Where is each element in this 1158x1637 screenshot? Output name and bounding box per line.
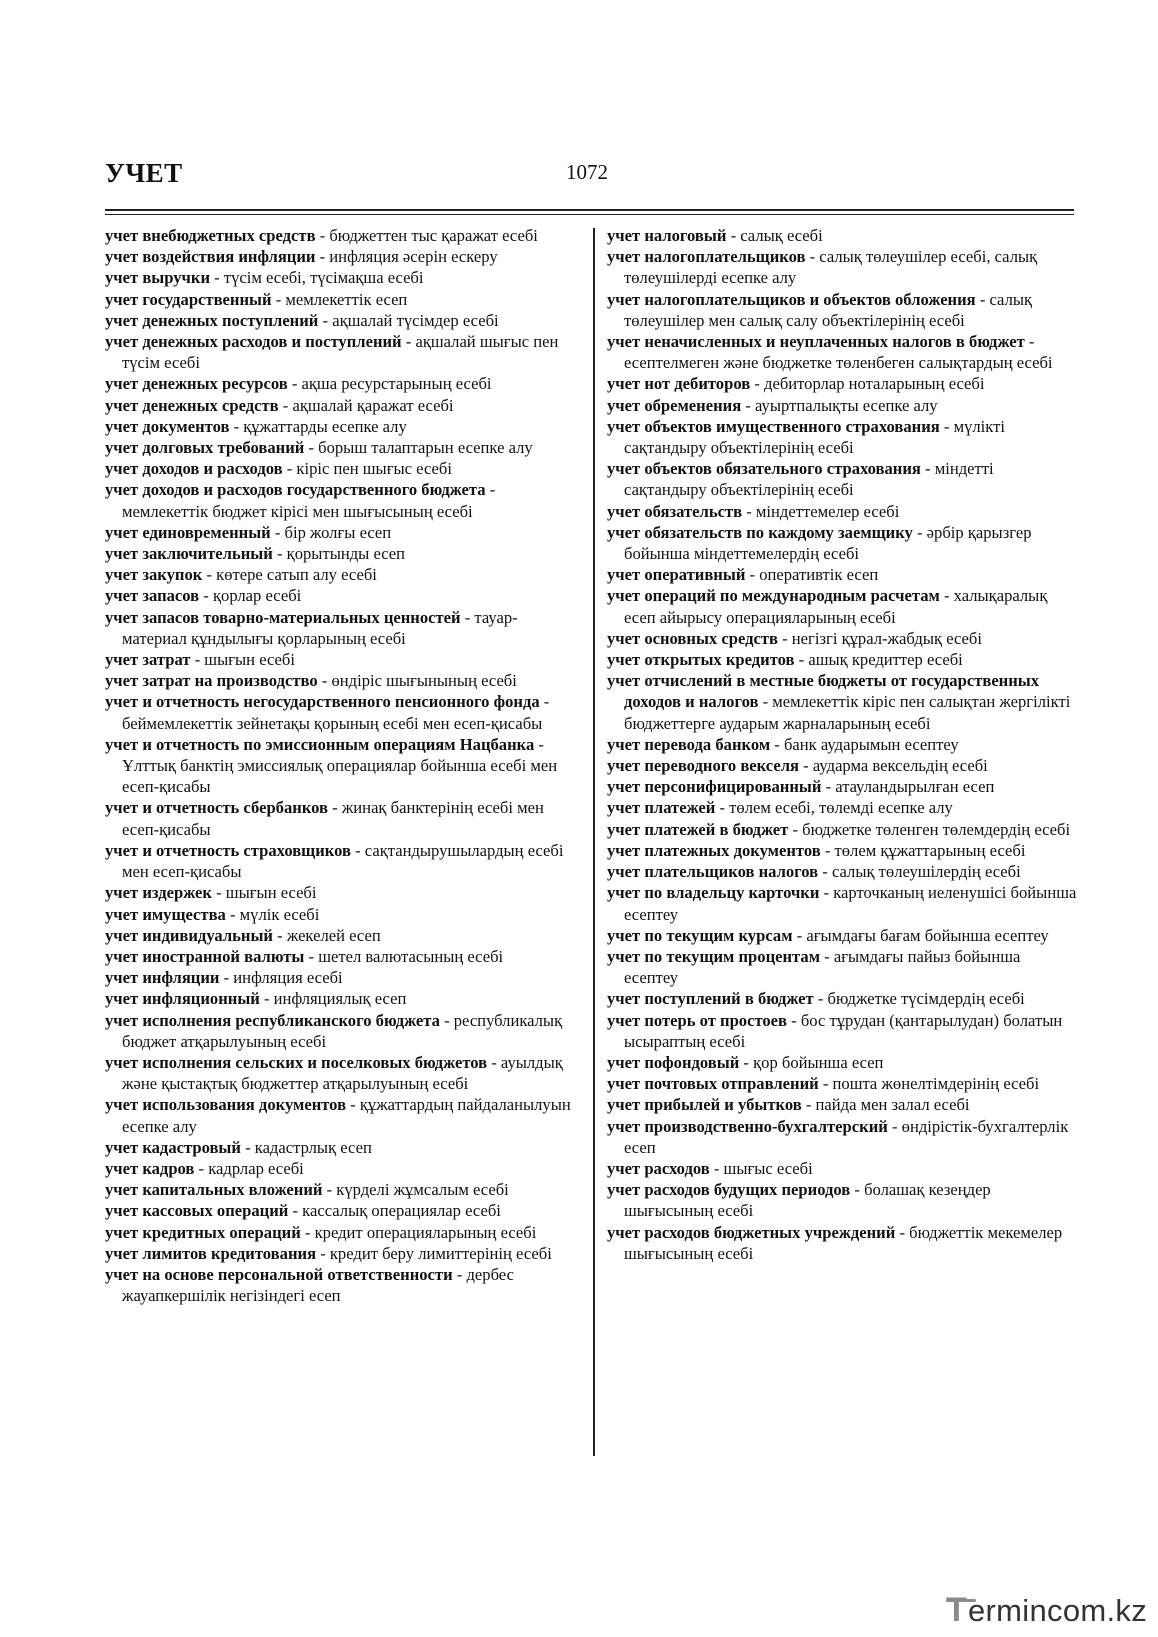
entry-term: учет выручки (105, 268, 211, 288)
entry-term: учет государственный (105, 289, 272, 309)
dictionary-entry (105, 1094, 582, 1136)
entry-definition: - ақшалай шығыс пен түсім есебі (122, 332, 559, 373)
entry-term: учет обязательств (607, 501, 743, 521)
entry-definition: - әрбір қарызгер бойынша міндеттемелердің есебі (624, 522, 1032, 564)
dictionary-entry (607, 946, 1077, 988)
dictionary-entry (105, 331, 582, 373)
dictionary-entry (105, 1052, 582, 1094)
entry-term: учет обязательств по каждому заемщику (607, 522, 913, 542)
entry-definition: - бюджеттік мекемелер шығысының есебі (624, 1222, 1063, 1263)
logo-text: ermincom.kz (968, 1593, 1147, 1628)
dictionary-entry (105, 310, 582, 331)
entry-term: учет запасов товарно-материальных ценностей (105, 607, 461, 627)
dictionary-entry (105, 373, 582, 394)
entry-definition: - есептелмеген және бюджетке төленбеген салықтардың есебі (624, 332, 1053, 373)
dictionary-entry (607, 395, 1077, 416)
entry-definition: - өндіріс шығынының есебі (317, 671, 517, 691)
dictionary-entry (105, 564, 582, 585)
dictionary-entry (607, 925, 1077, 946)
entry-definition: - қорлар есебі (199, 586, 302, 606)
dictionary-entry (105, 1010, 582, 1052)
entry-term: учет кредитных операций (105, 1222, 301, 1242)
entry-term: учет денежных ресурсов (105, 374, 288, 394)
entry-definition: - ақша ресурстарының есебі (287, 374, 492, 394)
entry-term: учет производственно-бухгалтерский (607, 1116, 888, 1136)
dictionary-entry (607, 1010, 1077, 1052)
entry-definition: - бюджетке төленген төлемдердің есебі (788, 819, 1071, 839)
entry-term: учет почтовых отправлений (607, 1074, 819, 1094)
entry-term: учет обременения (607, 395, 742, 415)
dictionary-entry (607, 373, 1077, 394)
entry-term: учет воздействия инфляции (105, 247, 316, 267)
entry-term: учет основных средств (607, 628, 778, 648)
entry-term: учет нот дебиторов (607, 374, 751, 394)
entry-definition: - инфляциялық есеп (259, 989, 407, 1009)
entry-term: учет единовременный (105, 522, 271, 542)
dictionary-entry (607, 649, 1077, 670)
entry-term: учет переводного векселя (607, 756, 800, 776)
dictionary-entry (607, 861, 1077, 882)
entry-definition: - инфляция есебі (219, 968, 343, 988)
entry-definition: - инфляция әсерін ескеру (315, 247, 498, 267)
entry-definition: - мемлекеттік бюджет кірісі мен шығысының есебі (122, 480, 496, 521)
entry-definition: - мүлік есебі (225, 904, 320, 924)
column-divider (593, 228, 595, 1456)
dictionary-entry (607, 1094, 1077, 1115)
dictionary-entry (105, 1243, 582, 1264)
entry-term: учет по текущим процентам (607, 946, 821, 966)
dictionary-entry (607, 755, 1077, 776)
entry-definition: - түсім есебі, түсімақша есебі (210, 268, 424, 288)
entry-term: учет исполнения республиканского бюджета (105, 1010, 440, 1030)
entry-definition: - кредит операцияларының есебі (300, 1222, 537, 1242)
entry-term: учет долговых требований (105, 438, 305, 458)
dictionary-entry (105, 946, 582, 967)
entry-term: учет исполнения сельских и поселковых бюджетов (105, 1052, 488, 1072)
dictionary-entry (607, 585, 1077, 627)
entry-definition: - сақтандырушылардың есебі мен есеп-қисабы (122, 840, 564, 882)
dictionary-entry (607, 840, 1077, 861)
entry-definition: - көтере сатып алу есебі (202, 565, 377, 585)
dictionary-entry (105, 1264, 582, 1306)
entry-definition: - міндетті сақтандыру объектілерінің есебі (624, 459, 994, 500)
dictionary-entry (607, 522, 1077, 564)
dictionary-entry (607, 501, 1077, 522)
entry-definition: - күрделі жұмсалым есебі (322, 1180, 509, 1200)
entry-definition: - төлем құжаттарының есебі (820, 840, 1026, 860)
entry-term: учет расходов будущих периодов (607, 1180, 851, 1200)
entry-definition: - беймемлекеттік зейнетақы қорының есебі мен есеп-қисабы (122, 692, 550, 733)
dictionary-entry (607, 776, 1077, 797)
dictionary-entry (105, 289, 582, 310)
dictionary-entry (607, 289, 1077, 331)
dictionary-entry (105, 437, 582, 458)
entry-definition: - жинақ банктерінің есебі мен есеп-қисабы (122, 798, 544, 839)
entry-definition: - кадастрлық есеп (240, 1137, 372, 1157)
entry-term: учет пофондовый (607, 1052, 740, 1072)
dictionary-entry (105, 522, 582, 543)
entry-definition: - кассалық операциялар есебі (288, 1201, 501, 1221)
dictionary-entry (607, 416, 1077, 458)
entry-definition: - пайда мен залал есебі (801, 1095, 970, 1115)
entry-term: учет перевода банком (607, 734, 771, 754)
entry-definition: - негізгі құрал-жабдық есебі (777, 628, 982, 648)
entry-term: учет запасов (105, 586, 200, 606)
dictionary-entry (105, 479, 582, 521)
dictionary-entry (105, 1200, 582, 1221)
entry-term: учет персонифицированный (607, 777, 822, 797)
entry-term: учет заключительный (105, 544, 273, 564)
dictionary-entry (105, 543, 582, 564)
entry-definition: - бос тұрудан (қантарылудан) болатын ысыраптың есебі (624, 1010, 1063, 1051)
entry-term: учет кадастровый (105, 1137, 241, 1157)
entry-definition: - аударма вексельдің есебі (799, 756, 988, 776)
dictionary-entry (607, 628, 1077, 649)
entry-definition: - мүлікті сақтандыру объектілерінің есебі (624, 416, 1005, 458)
entry-definition: - дербес жауапкершілік негізіндегі есеп (122, 1264, 514, 1306)
entry-definition: - өндірістік-бухгалтерлік есеп (624, 1116, 1069, 1157)
entry-definition: - ағымдағы пайыз бойынша есептеу (624, 946, 1021, 988)
dictionary-entry (105, 1137, 582, 1158)
entry-term: учет и отчетность негосударственного пенсионного фонда (105, 692, 540, 712)
entry-term: учет инфляционный (105, 989, 260, 1009)
entry-term: учет налогоплательщиков (607, 247, 806, 267)
dictionary-entry (105, 925, 582, 946)
entry-term: учет плательщиков налогов (607, 862, 819, 882)
entry-definition: - дебиторлар ноталарының есебі (750, 374, 985, 394)
entry-definition: - құжаттардың пайдаланылуын есепке алу (122, 1095, 571, 1136)
dictionary-entry (607, 988, 1077, 1009)
entry-definition: - міндеттемелер есебі (742, 501, 900, 521)
entry-definition: - бюджетке түсімдердің есебі (813, 989, 1025, 1009)
entry-term: учет издержек (105, 883, 212, 903)
dictionary-entry (607, 458, 1077, 500)
entry-term: учет открытых кредитов (607, 650, 795, 670)
entry-definition: - халықаралық есеп айырысу операцияларының есебі (624, 586, 1048, 627)
dictionary-entry (105, 585, 582, 606)
logo-letter: T (946, 1591, 967, 1629)
dictionary-entry (105, 225, 582, 246)
entry-definition: - оперативтік есеп (745, 565, 879, 585)
entry-term: учет затрат на производство (105, 671, 318, 691)
entry-term: учет прибылей и убытков (607, 1095, 802, 1115)
entry-term: учет закупок (105, 565, 203, 585)
entry-definition: - құжаттарды есепке алу (229, 416, 407, 436)
entry-term: учет инфляции (105, 968, 220, 988)
entry-term: учет объектов обязательного страхования (607, 459, 921, 479)
dictionary-entry (607, 1158, 1077, 1179)
entry-term: учет денежных средств (105, 395, 279, 415)
entry-term: учет расходов бюджетных учреждений (607, 1222, 896, 1242)
entry-term: учет платежных документов (607, 840, 821, 860)
entry-definition: - шығын есебі (190, 650, 295, 670)
dictionary-entry (607, 1052, 1077, 1073)
entry-term: учет платежей (607, 798, 716, 818)
entry-definition: - атауландырылған есеп (821, 777, 995, 797)
entry-term: учет потерь от простоев (607, 1010, 788, 1030)
entry-term: учет доходов и расходов (105, 459, 283, 479)
entry-definition: - мемлекеттік кіріс пен салықтан жергілікті бюджеттерге аударым жарналарының есебі (624, 692, 1071, 733)
entry-definition: - жекелей есеп (273, 925, 381, 945)
dictionary-entry (105, 691, 582, 733)
dictionary-entry (105, 734, 582, 798)
entry-term: учет отчислений в местные бюджеты от государственных доходов и налогов (607, 671, 1040, 712)
entry-definition: - бір жолғы есеп (270, 522, 392, 542)
entry-term: учет денежных поступлений (105, 310, 319, 330)
entry-term: учет доходов и расходов государственного бюджета (105, 480, 486, 500)
entry-definition: - Ұлттық банктің эмиссиялық операциялар бойынша есебі мен есеп-қисабы (122, 734, 558, 797)
dictionary-entry (607, 1116, 1077, 1158)
entry-definition: - ашық кредиттер есебі (794, 650, 963, 670)
dictionary-entry (105, 1158, 582, 1179)
entry-definition: - салық төлеушілер есебі, салық төлеушілерді есепке алу (624, 247, 1038, 288)
entry-definition: - шетел валютасының есебі (304, 946, 504, 966)
entry-term: учет операций по международным расчетам (607, 586, 940, 606)
entry-term: учет и отчетность по эмиссионным операциям Нацбанка (105, 734, 535, 754)
entry-term: учет расходов (607, 1158, 710, 1178)
dictionary-entry (607, 819, 1077, 840)
dictionary-entry (105, 416, 582, 437)
entry-definition: - ақшалай түсімдер есебі (318, 310, 499, 330)
dictionary-entry (105, 267, 582, 288)
dictionary-entry (607, 331, 1077, 373)
dictionary-entry (105, 458, 582, 479)
entry-term: учет использования документов (105, 1095, 347, 1115)
entry-definition: - қорытынды есеп (272, 544, 406, 564)
entry-term: учет по текущим курсам (607, 925, 793, 945)
dictionary-entry (105, 967, 582, 988)
dictionary-entry (607, 797, 1077, 818)
dictionary-entry (607, 1222, 1077, 1264)
termincom-logo[interactable] (946, 1593, 1146, 1629)
entry-definition: - салық есебі (726, 226, 823, 245)
entry-term: учет внебюджетных средств (105, 226, 316, 245)
entry-term: учет налоговый (607, 226, 727, 245)
entry-definition: - мемлекеттік есеп (271, 289, 408, 309)
dictionary-entry (105, 904, 582, 925)
dictionary-entry (105, 246, 582, 267)
entry-definition: - борыш талаптарын есепке алу (304, 438, 533, 458)
dictionary-entry (105, 670, 582, 691)
page-number: 1072 (566, 160, 608, 184)
dictionary-entry (607, 1073, 1077, 1094)
entry-term: учет поступлений в бюджет (607, 989, 814, 1009)
entry-definition: - кіріс пен шығыс есебі (282, 459, 452, 479)
entry-term: учет капитальных вложений (105, 1180, 323, 1200)
entry-term: учет индивидуальный (105, 925, 273, 945)
entry-definition: - ауылдық және қыстақтық бюджеттер атқарылуының есебі (122, 1052, 563, 1094)
entry-definition: - карточканың иеленушісі бойынша есептеу (624, 883, 1077, 924)
entry-definition: - болашақ кезеңдер шығысының есебі (624, 1180, 991, 1221)
header-word: УЧЕТ (105, 158, 183, 188)
entry-term: учет объектов имущественного страхования (607, 416, 940, 436)
dictionary-entry (105, 395, 582, 416)
entry-term: учет оперативный (607, 565, 746, 585)
dictionary-entry (105, 988, 582, 1009)
entry-definition: - шығын есебі (211, 883, 317, 903)
dictionary-entry (607, 670, 1077, 734)
entry-definition: - бюджеттен тыс қаражат есебі (315, 226, 538, 245)
entry-definition: - ақшалай қаражат есебі (278, 395, 454, 415)
header-rule (105, 209, 1074, 211)
entry-definition: - республикалық бюджет атқарылуының есебі (122, 1010, 563, 1051)
dictionary-entry (105, 882, 582, 903)
entry-term: учет платежей в бюджет (607, 819, 789, 839)
dictionary-entry (105, 607, 582, 649)
dictionary-entry (105, 840, 582, 882)
left-column (105, 225, 582, 1306)
dictionary-entry (105, 1222, 582, 1243)
entry-definition: - кредит беру лимиттерінің есебі (316, 1243, 552, 1263)
entry-term: учет кассовых операций (105, 1201, 289, 1221)
entry-definition: - тауар-материал құндылығы қорларының есебі (122, 607, 518, 648)
entry-term: учет имущества (105, 904, 226, 924)
entry-term: учет затрат (105, 650, 191, 670)
entry-definition: - салық төлеушілер мен салық салу объектілерінің есебі (624, 289, 1033, 330)
entry-term: учет и отчетность страховщиков (105, 840, 351, 860)
right-column (607, 225, 1077, 1264)
entry-definition: - қор бойынша есеп (739, 1052, 884, 1072)
dictionary-entry (105, 797, 582, 839)
entry-definition: - төлем есебі, төлемді есепке алу (715, 798, 953, 818)
dictionary-entry (105, 1179, 582, 1200)
entry-definition: - шығыс есебі (709, 1158, 813, 1178)
dictionary-entry (105, 649, 582, 670)
dictionary-entry (607, 564, 1077, 585)
dictionary-entry (607, 734, 1077, 755)
dictionary-entry (607, 225, 1077, 246)
dictionary-entry (607, 1179, 1077, 1221)
dictionary-entry (607, 882, 1077, 924)
entry-definition: - банк аударымын есептеу (770, 734, 959, 754)
entry-definition: - пошта жөнелтімдерінің есебі (818, 1074, 1040, 1094)
entry-term: учет лимитов кредитования (105, 1243, 317, 1263)
entry-definition: - кадрлар есебі (194, 1158, 304, 1178)
entry-term: учет документов (105, 416, 230, 436)
entry-definition: - ауыртпалықты есепке алу (741, 395, 938, 415)
entry-term: учет иностранной валюты (105, 946, 305, 966)
entry-term: учет и отчетность сбербанков (105, 798, 329, 818)
entry-term: учет налогоплательщиков и объектов обложения (607, 289, 976, 309)
entry-term: учет неначисленных и неуплаченных налогов в бюджет (607, 332, 1025, 352)
entry-term: учет на основе персональной ответственности (105, 1264, 453, 1284)
entry-definition: - ағымдағы бағам бойынша есептеу (792, 925, 1049, 945)
entry-term: учет денежных расходов и поступлений (105, 332, 402, 352)
entry-term: учет кадров (105, 1158, 195, 1178)
entry-term: учет по владельцу карточки (607, 883, 820, 903)
dictionary-entry (607, 246, 1077, 288)
entry-definition: - салық төлеушілердің есебі (818, 862, 1021, 882)
header-rule-thin (105, 214, 1074, 215)
